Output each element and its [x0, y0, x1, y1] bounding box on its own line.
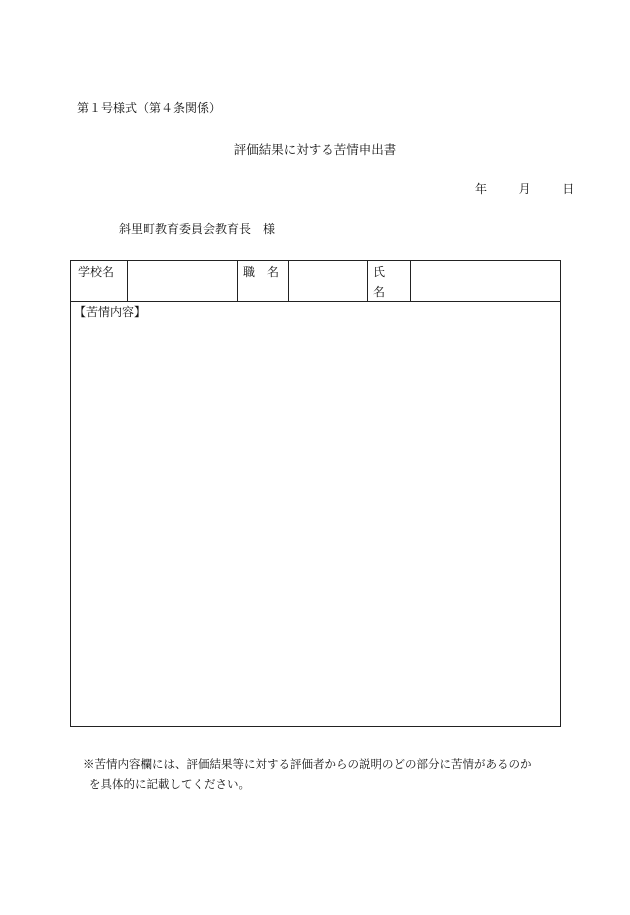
- school-name-label: 学校名: [78, 265, 115, 279]
- complaint-content-field[interactable]: [71, 302, 560, 726]
- name-label-top: 氏: [373, 265, 386, 279]
- complaint-content-label: 【苦情内容】: [74, 305, 147, 319]
- note-line-1: ※苦情内容欄には、評価結果等に対する評価者からの説明のどの部分に苦情があるのか: [83, 757, 532, 771]
- form-number: 第１号様式（第４条関係）: [77, 101, 222, 115]
- instruction-note: [83, 754, 532, 794]
- position-label: 職 名: [243, 265, 280, 279]
- month-label: 月: [518, 182, 531, 196]
- school-name-field[interactable]: [128, 261, 237, 301]
- date-line: [475, 183, 574, 195]
- divider: [237, 261, 238, 301]
- day-label: 日: [562, 182, 575, 196]
- divider: [367, 261, 368, 301]
- addressee: 斜里町教育委員会教育長 様: [119, 222, 276, 236]
- name-label-bottom: 名: [373, 285, 386, 299]
- document-title: 評価結果に対する苦情申出書: [233, 142, 397, 157]
- name-field[interactable]: [411, 261, 560, 301]
- year-label: 年: [475, 182, 488, 196]
- position-field[interactable]: [289, 261, 367, 301]
- form-table: [70, 260, 561, 727]
- note-line-2: を具体的に記載してください。: [89, 777, 250, 791]
